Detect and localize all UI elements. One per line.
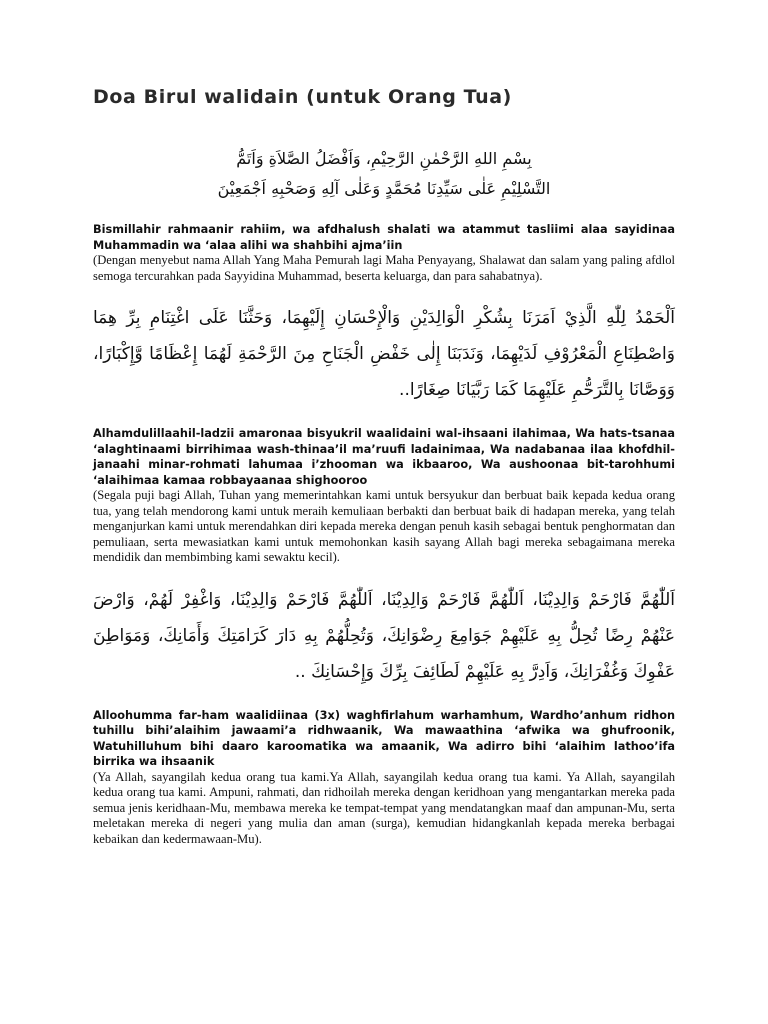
arabic-paragraph: اَللّٰهُمَّ فَارْحَمْ وَالِدِيْنَا، اَللّٰهُمَّ فَارْحَمْ وَالِدِيْنَا، اَللّٰهُمَّ فَارْحَمْ وَالِدِيْنَا، وَاغْفِرْ لَهُمْ، وَارْضَ عَنْهُمْ رِضًا تُحِلُّ بِهِ عَلَيْهِمْ جَوَامِعَ رِضْوَانِكَ، وَتُحِلُّهُمْ بِهِ دَارَ كَرَامَتِكَ وَأَمَانِكَ، وَمَوَاطِنَ عَفْوِكَ وَغُفْرَانِكَ، وَاَدِرَّ بِهِ عَلَيْهِمْ لَطَائِفَ بِرِّكَ وَإِحْسَانِكَ .. [93,589,675,682]
translation-paragraph: (Dengan menyebut nama Allah Yang Maha Pemurah lagi Maha Penyayang, Shalawat dan salam yang paling afdlol semoga tercurahkan pada Sayyidina Muhammad, beserta keluarga, dan para sahabatnya). [93,253,675,283]
transliteration-paragraph: Alhamdulillaahil-ladzii amaronaa bisyukril waalidaini wal-ihsaani ilahimaa, Wa hats-tsanaa ‘alaghtinaami birrihimaa wash-thinaa’il ma’ruufi ladainimaa, Wa nadabanaa ilaa khofdhil-janaahi minar-rohmati lahumaa i’zhooman wa ikbaaroo, Wa aushoonaa bit-tarohhumi ‘alaihimaa kamaa robbayaanaa shighooroo [93,427,675,487]
opening-arabic-block [93,144,675,204]
transliteration-paragraph: Bismillahir rahmaanir rahiim, wa afdhalush shalati wa atammut tasliimi alaa sayidinaa Muhammadin wa ‘alaa alihi wa shahbihi ajma’iin [93,223,675,252]
arabic-line: التَّسْلِيْمِ عَلٰى سَيِّدِنَا مُحَمَّدٍ وَعَلٰى آلِهِ وَصَحْبِهِ اَجْمَعِيْنَ [217,179,551,198]
document-title: Doa Birul walidain (untuk Orang Tua) [93,86,512,108]
arabic-line: بِسْمِ اللهِ الرَّحْمٰنِ الرَّحِيْمِ، وَاَفْضَلُ الصَّلاَةِ وَاَتَمُّ [236,149,532,168]
transliteration-paragraph: Alloohumma far-ham waalidiinaa (3x) waghfirlahum warhamhum, Wardho’anhum ridhon tuhillu bihi’alaihim jawaami’a ridhwaanik, Wa mawaathina ‘afwika wa ghufroonik, Watuhilluhum bihi daaro karoomatika wa amaanik, Wa adirro bihi ‘alaihim lathoo’ifa birrika wa ihsaanik [93,708,675,768]
arabic-paragraph: اَلْحَمْدُ لِلّٰهِ الَّذِيْ اَمَرَنَا بِشُكْرِ الْوَالِدَيْنِ وَالْإِحْسَانِ إِلَيْهِمَا، وَحَثَّنَا عَلَى اغْتِنَامِ بِرِّ هِمَا وَاصْطِنَاعِ الْمَعْرُوْفِ لَدَيْهِمَا، وَنَدَبَنَا إِلٰى خَفْضِ الْجَنَاحِ مِنَ الرَّحْمَةِ لَهُمَا إِعْظَامًا وَّإِكْبَارًا، وَوَصَّانَا بِالتَّرَحُّمِ عَلَيْهِمَا كَمَا رَبَّيَانَا صِغَارًا.. [93,308,675,400]
translation-paragraph: (Segala puji bagi Allah, Tuhan yang memerintahkan kami untuk bersyukur dan berbuat baik kepada kedua orang tua, yang telah mendorong kami untuk meraih kemuliaan berbakti dan berbuat baik di hadapan mereka, yang telah menganjurkan kami untuk merendahkan diri kepada mereka dengan penuh kasih sebagai bentuk penghormatan dan pemuliaan, serta mewasiatkan kami untuk memohonkan kasih sayang Allah bagi mereka sebagaimana mereka mendidik dan membimbing kami sewaktu kecil). [93,488,675,564]
translation-paragraph: (Ya Allah, sayangilah kedua orang tua kami.Ya Allah, sayangilah kedua orang tua kami. Ya Allah, sayangilah kedua orang tua kami. Ampuni, rahmati, dan ridhoilah mereka dengan keridhoan yang mengantarkan mereka pada semua jenis keridhaan-Mu, membawa mereka ke tempat-tempat yang mendatangkan maaf dan ampunan-Mu, serta meletakan mereka di negeri yang mulia dan aman (surga), kemudian hidangkanlah kepada mereka berbagai kebaikan dan kedermawaan-Mu). [93,769,675,846]
